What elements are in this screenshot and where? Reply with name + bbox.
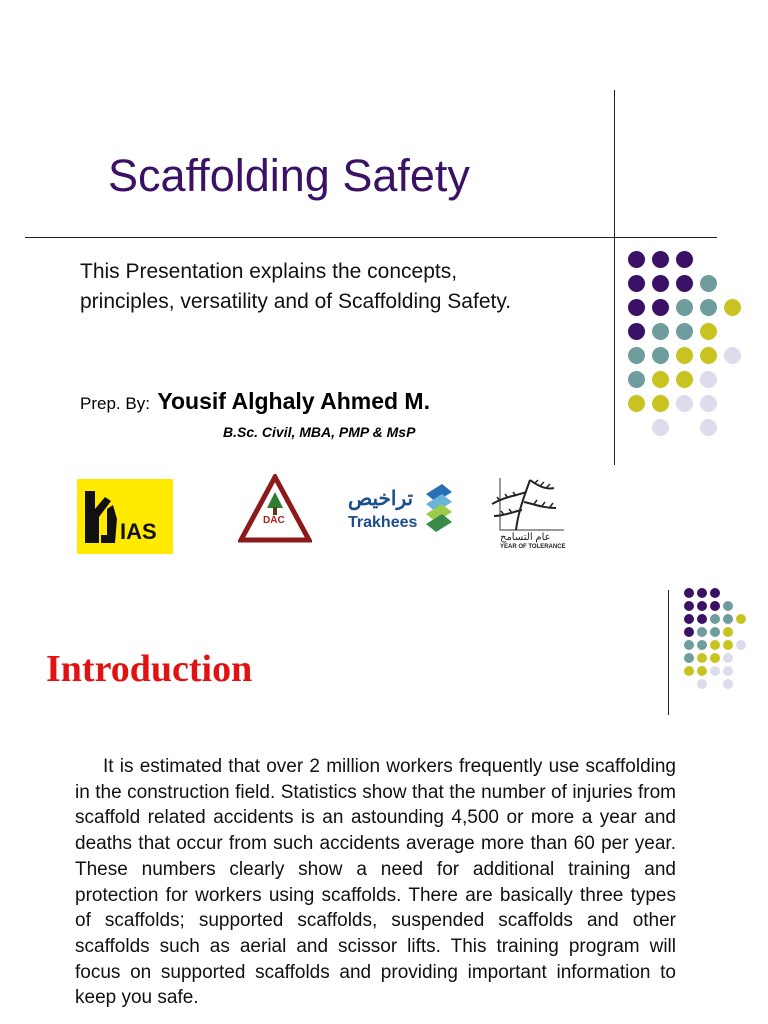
trakhees-logo-text: Trakhees: [348, 514, 418, 531]
decorative-dot: [652, 419, 669, 436]
decorative-dot: [710, 588, 720, 598]
dac-logo: [238, 474, 312, 544]
decorative-dot: [684, 640, 694, 650]
decorative-dot: [628, 395, 645, 412]
decorative-dot: [723, 679, 733, 689]
decorative-dot: [697, 614, 707, 624]
decorative-dot: [710, 640, 720, 650]
decorative-dot: [700, 275, 717, 292]
decorative-dot: [723, 601, 733, 611]
decorative-dot: [710, 601, 720, 611]
decorative-dot: [676, 275, 693, 292]
trakhees-logo-icon: [422, 480, 456, 532]
decorative-dot: [723, 640, 733, 650]
decorative-dot: [628, 323, 645, 340]
prepared-by: [80, 388, 430, 415]
tolerance-logo-text: YEAR OF TOLERANCE: [500, 544, 566, 550]
decorative-dot: [697, 653, 707, 663]
decorative-dot: [652, 299, 669, 316]
decorative-dot: [697, 601, 707, 611]
decorative-dot: [697, 666, 707, 676]
ias-logo-text: IAS: [120, 519, 157, 544]
trakhees-arabic-text: تراخيص: [348, 488, 414, 510]
slide-description: This Presentation explains the concepts, principles, versatility and of Scaffolding Safety.: [80, 260, 512, 313]
decorative-dot: [628, 275, 645, 292]
decorative-dot: [736, 640, 746, 650]
decorative-dot: [684, 653, 694, 663]
decorative-dot: [723, 666, 733, 676]
decorative-dot: [710, 614, 720, 624]
decorative-dot: [652, 347, 669, 364]
decorative-dot: [710, 653, 720, 663]
dac-logo-icon: [238, 474, 312, 544]
decorative-dot: [652, 395, 669, 412]
decorative-dot: [700, 419, 717, 436]
decorative-dot: [684, 588, 694, 598]
decorative-dot: [723, 627, 733, 637]
decorative-dot: [700, 299, 717, 316]
decorative-dot: [710, 627, 720, 637]
vertical-divider-line-small: [668, 590, 669, 715]
decorative-dot: [628, 299, 645, 316]
decorative-dot: [652, 251, 669, 268]
tolerance-arabic-text: عام التسامح: [500, 532, 551, 543]
trakhees-logo: [346, 478, 456, 536]
decorative-dot: [684, 614, 694, 624]
intro-paragraph: It is estimated that over 2 million workers frequently use scaffolding in the construction field. Statistics show that the number of injuries from scaffold related accidents is an astounding 4,500 or more a year and deaths that occur from such accidents average more than 60 per year. These numbers clearly show a need for additional training and protection for workers using scaffolds. There are basically three types of scaffolds; supported scaffolds, suspended scaffolds and other scaffolds such as aerial and scissor lifts. This training program will focus on supported scaffolds and providing important information to keep you safe.: [75, 756, 676, 1009]
year-of-tolerance-logo: [486, 474, 568, 554]
decorative-dot: [652, 323, 669, 340]
ghaf-tree-icon: [486, 474, 568, 532]
ias-logo: [77, 479, 173, 554]
slide-title: Scaffolding Safety: [108, 150, 470, 201]
decorative-dot: [723, 653, 733, 663]
decorative-dot: [700, 323, 717, 340]
decorative-dot: [710, 666, 720, 676]
decorative-dot: [652, 371, 669, 388]
decorative-dot: [676, 371, 693, 388]
decorative-dot: [697, 640, 707, 650]
decorative-dot: [697, 627, 707, 637]
decorative-dot: [724, 347, 741, 364]
decorative-dot: [700, 395, 717, 412]
prepared-by-label: Prep. By:: [80, 394, 150, 413]
decorative-dot: [684, 601, 694, 611]
author-qualifications: B.Sc. Civil, MBA, PMP & MsP: [223, 424, 416, 440]
decorative-dot: [628, 371, 645, 388]
decorative-dot: [724, 299, 741, 316]
decorative-dot: [684, 627, 694, 637]
decorative-dot: [676, 395, 693, 412]
decorative-dot: [628, 347, 645, 364]
decorative-dot: [723, 614, 733, 624]
decorative-dot: [700, 347, 717, 364]
decorative-dot: [628, 251, 645, 268]
decorative-dot: [652, 275, 669, 292]
decorative-dot: [697, 588, 707, 598]
vertical-divider-line: [614, 90, 615, 465]
horizontal-divider-line: [25, 237, 717, 238]
decorative-dot: [676, 299, 693, 316]
section-heading: Introduction: [46, 648, 253, 690]
author-name: Yousif Alghaly Ahmed M.: [157, 388, 430, 414]
decorative-dot: [697, 679, 707, 689]
decorative-dot: [676, 251, 693, 268]
decorative-dot: [676, 347, 693, 364]
decorative-dot: [736, 614, 746, 624]
dac-logo-text: DAC: [263, 515, 285, 526]
decorative-dot: [676, 323, 693, 340]
decorative-dot: [684, 666, 694, 676]
decorative-dot: [700, 371, 717, 388]
